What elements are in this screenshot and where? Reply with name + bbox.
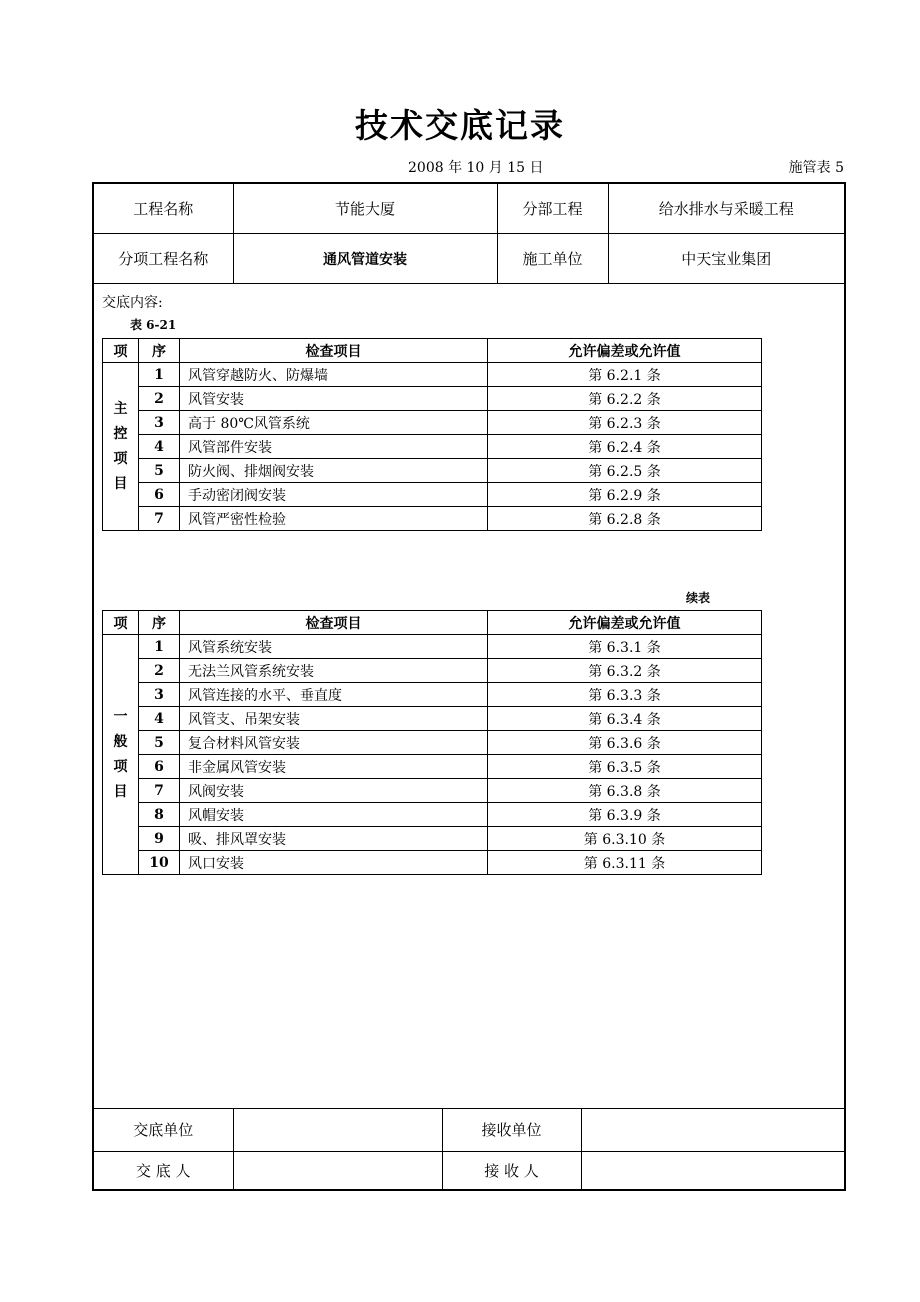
- row-seq: 1: [139, 635, 180, 659]
- row-item: 风管严密性检验: [180, 507, 488, 531]
- row-value: 第 6.3.10 条: [488, 827, 762, 851]
- row-value: 第 6.3.5 条: [488, 755, 762, 779]
- signature-table: [94, 1108, 844, 1190]
- table-row: [103, 707, 762, 731]
- receiver-signature-field[interactable]: [581, 1151, 844, 1189]
- project-name-value: 节能大厦: [233, 184, 497, 234]
- issuer-label: 交 底 人: [94, 1151, 233, 1189]
- row-item: 非金属风管安装: [180, 755, 488, 779]
- row-value: 第 6.3.3 条: [488, 683, 762, 707]
- col-seq: 序: [139, 339, 180, 363]
- receiver-label: 接 收 人: [442, 1151, 581, 1189]
- content-label: 交底内容:: [102, 295, 163, 311]
- row-item: 手动密闭阀安装: [180, 483, 488, 507]
- row-seq: 4: [139, 707, 180, 731]
- row-seq: 7: [139, 779, 180, 803]
- col-category: 项: [103, 339, 139, 363]
- row-item: 风管安装: [180, 387, 488, 411]
- row-seq: 1: [139, 363, 180, 387]
- group-char: 项: [113, 758, 128, 775]
- group-general: [103, 635, 139, 875]
- table-row: [103, 483, 762, 507]
- row-item: 风阀安装: [180, 779, 488, 803]
- table-row: [103, 635, 762, 659]
- subitem-label: 分项工程名称: [94, 234, 233, 284]
- row-item: 风帽安装: [180, 803, 488, 827]
- row-seq: 8: [139, 803, 180, 827]
- table-row: [103, 387, 762, 411]
- row-item: 吸、排风罩安装: [180, 827, 488, 851]
- row-item: 无法兰风管系统安装: [180, 659, 488, 683]
- row-value: 第 6.3.6 条: [488, 731, 762, 755]
- row-value: 第 6.3.1 条: [488, 635, 762, 659]
- row-seq: 2: [139, 387, 180, 411]
- row-item: 复合材料风管安装: [180, 731, 488, 755]
- group-char: 控: [113, 425, 128, 442]
- row-value: 第 6.3.4 条: [488, 707, 762, 731]
- table-row: [103, 755, 762, 779]
- col-value: 允许偏差或允许值: [488, 339, 762, 363]
- table-row: [103, 411, 762, 435]
- table-row: [103, 827, 762, 851]
- row-seq: 5: [139, 459, 180, 483]
- row-value: 第 6.2.8 条: [488, 507, 762, 531]
- row-value: 第 6.3.11 条: [488, 851, 762, 875]
- group-char: 一: [113, 708, 128, 725]
- row-seq: 2: [139, 659, 180, 683]
- row-item: 风管穿越防火、防爆墙: [180, 363, 488, 387]
- contractor-value: 中天宝业集团: [608, 234, 844, 284]
- division-label: 分部工程: [497, 184, 608, 234]
- row-item: 风管系统安装: [180, 635, 488, 659]
- row-seq: 9: [139, 827, 180, 851]
- row-seq: 3: [139, 683, 180, 707]
- receiver-unit-field[interactable]: [581, 1108, 844, 1151]
- receiver-unit-label: 接收单位: [442, 1108, 581, 1151]
- row-seq: 7: [139, 507, 180, 531]
- table-row: [103, 851, 762, 875]
- col-value: 允许偏差或允许值: [488, 611, 762, 635]
- project-name-label: 工程名称: [94, 184, 233, 234]
- group-char: 项: [113, 450, 128, 467]
- row-value: 第 6.3.9 条: [488, 803, 762, 827]
- group-main-control: [103, 363, 139, 531]
- row-item: 风管支、吊架安装: [180, 707, 488, 731]
- row-value: 第 6.3.8 条: [488, 779, 762, 803]
- record-date: 2008 年 10 月 15 日: [408, 160, 544, 176]
- table-row: [103, 363, 762, 387]
- row-item: 风管连接的水平、垂直度: [180, 683, 488, 707]
- main-control-table: [102, 338, 762, 531]
- row-item: 高于 80℃风管系统: [180, 411, 488, 435]
- row-value: 第 6.3.2 条: [488, 659, 762, 683]
- form-number: 施管表 5: [788, 160, 844, 176]
- row-seq: 10: [139, 851, 180, 875]
- contractor-label: 施工单位: [497, 234, 608, 284]
- division-value: 给水排水与采暖工程: [608, 184, 844, 234]
- table-row: [103, 803, 762, 827]
- table-row: [103, 779, 762, 803]
- col-item: 检查项目: [180, 611, 488, 635]
- col-category: 项: [103, 611, 139, 635]
- row-value: 第 6.2.4 条: [488, 435, 762, 459]
- general-items-table: [102, 610, 762, 875]
- table-row: [103, 731, 762, 755]
- row-value: 第 6.2.2 条: [488, 387, 762, 411]
- issuer-unit-label: 交底单位: [94, 1108, 233, 1151]
- record-form: [92, 182, 846, 1191]
- row-item: 风口安装: [180, 851, 488, 875]
- row-seq: 3: [139, 411, 180, 435]
- table-row: [103, 683, 762, 707]
- issuer-unit-field[interactable]: [233, 1108, 442, 1151]
- group-char: 般: [113, 733, 128, 750]
- row-value: 第 6.2.5 条: [488, 459, 762, 483]
- header-table: [94, 184, 844, 284]
- table-number: 表 6-21: [130, 318, 177, 332]
- table-row: [103, 435, 762, 459]
- table-row: [103, 459, 762, 483]
- row-seq: 5: [139, 731, 180, 755]
- continued-label: 续表: [686, 591, 711, 605]
- subitem-value: 通风管道安装: [233, 234, 497, 284]
- table-row: [103, 659, 762, 683]
- row-value: 第 6.2.1 条: [488, 363, 762, 387]
- table-row: [103, 507, 762, 531]
- row-value: 第 6.2.3 条: [488, 411, 762, 435]
- row-seq: 4: [139, 435, 180, 459]
- col-item: 检查项目: [180, 339, 488, 363]
- group-char: 目: [113, 475, 128, 492]
- row-item: 防火阀、排烟阀安装: [180, 459, 488, 483]
- row-seq: 6: [139, 483, 180, 507]
- row-item: 风管部件安装: [180, 435, 488, 459]
- group-char: 主: [113, 400, 128, 417]
- row-value: 第 6.2.9 条: [488, 483, 762, 507]
- group-char: 目: [113, 783, 128, 800]
- col-seq: 序: [139, 611, 180, 635]
- issuer-signature-field[interactable]: [233, 1151, 442, 1189]
- row-seq: 6: [139, 755, 180, 779]
- page-title: 技术交底记录: [355, 106, 565, 145]
